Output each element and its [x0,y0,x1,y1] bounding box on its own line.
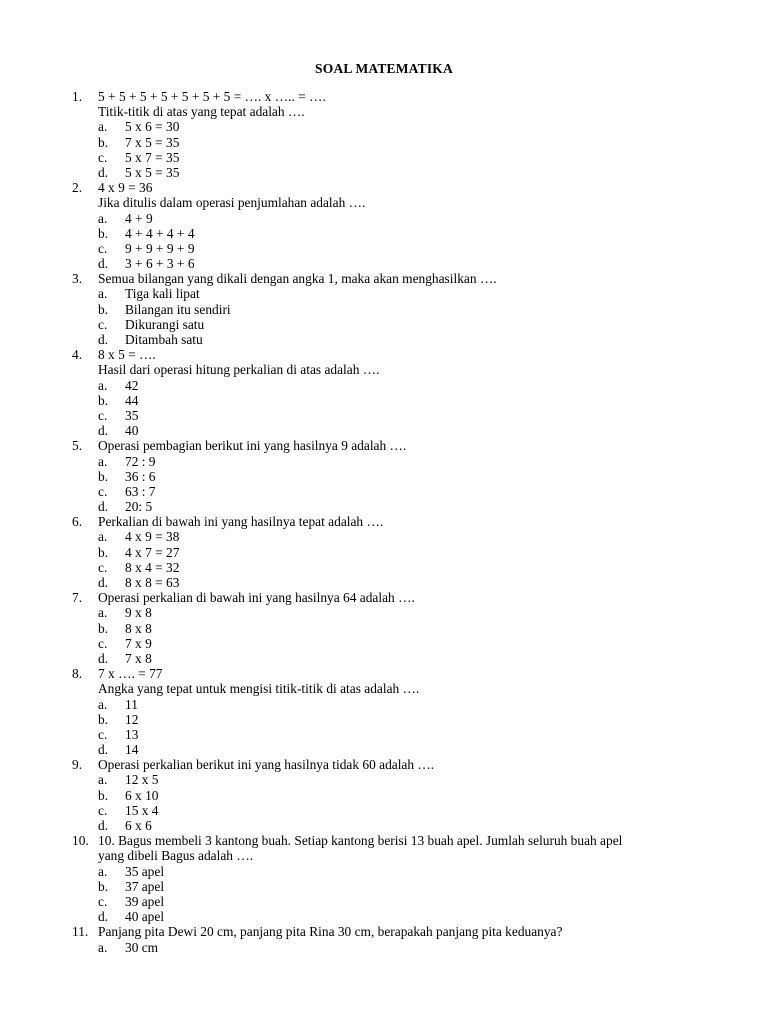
question-text: Angka yang tepat untuk mengisi titik-titik di atas adalah …. [98,681,420,697]
question-item [72,89,712,180]
option-text: 7 x 8 [125,650,152,666]
question-item [72,271,712,347]
answer-option [98,454,712,469]
option-text: 11 [125,696,138,712]
option-letter: a. [98,863,108,879]
option-text: 37 apel [125,878,165,894]
option-text: 39 apel [125,893,165,909]
option-text: 13 [125,726,139,742]
option-text: 40 [125,423,139,439]
question-text: Hasil dari operasi hitung perkalian di atas adalah …. [98,362,380,378]
question-text: Operasi perkalian berikut ini yang hasilnya tidak 60 adalah …. [98,757,435,773]
answer-option [98,788,712,803]
question-text: 7 x …. = 77 [98,666,163,682]
answer-option [98,150,712,165]
answer-option [98,575,712,590]
option-letter: a. [98,605,108,621]
answer-option [98,742,712,757]
option-text: 5 x 7 = 35 [125,149,180,165]
option-text: 20: 5 [125,499,153,515]
option-text: 5 x 5 = 35 [125,164,180,180]
option-letter: b. [98,787,109,803]
question-item [72,757,712,833]
option-text: Tiga kali lipat [125,286,200,302]
option-letter: b. [98,544,109,560]
question-number: 9. [72,757,83,773]
option-text: 72 : 9 [125,453,156,469]
option-letter: c. [98,726,108,742]
option-letter: d. [98,164,109,180]
option-letter: b. [98,225,109,241]
option-text: 40 apel [125,909,165,925]
answer-option [98,423,712,438]
question-text: 4 x 9 = 36 [98,180,153,196]
question-text: Titik-titik di atas yang tepat adalah …. [98,104,305,120]
option-letter: c. [98,483,108,499]
answer-option [98,636,712,651]
option-letter: c. [98,635,108,651]
option-letter: c. [98,559,108,575]
option-letter: b. [98,620,109,636]
answer-option [98,286,712,301]
answer-option [98,241,712,256]
option-text: Ditambah satu [125,332,203,347]
answer-option [98,226,712,241]
option-letter: b. [98,134,109,150]
option-text: 8 x 8 = 63 [125,575,180,590]
option-text: 6 x 10 [125,787,159,803]
answer-option [98,378,712,393]
answer-option [98,211,712,226]
option-letter: d. [98,818,109,833]
option-text: 7 x 5 = 35 [125,134,180,150]
question-text: yang dibeli Bagus adalah …. [98,848,254,864]
answer-option [98,545,712,560]
answer-option [98,119,712,134]
option-letter: a. [98,529,108,545]
question-item [72,347,712,438]
option-letter: d. [98,742,109,758]
question-text: 5 + 5 + 5 + 5 + 5 + 5 + 5 = …. x ….. = …. [98,89,326,104]
answer-option [98,727,712,742]
answer-option [98,803,712,818]
option-text: 4 x 7 = 27 [125,544,180,560]
option-text: 15 x 4 [125,802,159,818]
answer-option [98,408,712,423]
option-text: 9 x 8 [125,605,152,621]
answer-option [98,621,712,636]
question-item [72,180,712,271]
document-title: SOAL MATEMATIKA [315,61,453,76]
question-item [72,833,712,924]
option-text: 30 cm [125,939,159,955]
answer-option [98,469,712,484]
option-letter: c. [98,893,108,909]
question-item [72,514,712,590]
answer-option [98,651,712,666]
answer-option [98,317,712,332]
option-text: 36 : 6 [125,468,156,484]
option-text: 5 x 6 = 30 [125,119,180,135]
question-item [72,666,712,757]
option-letter: a. [98,772,108,788]
option-text: 44 [125,392,139,408]
question-number: 3. [72,271,83,287]
question-number: 8. [72,666,83,682]
option-letter: d. [98,909,109,925]
answer-option [98,879,712,894]
option-text: 9 + 9 + 9 + 9 [125,240,195,256]
option-text: 63 : 7 [125,483,156,499]
question-number: 11. [72,924,89,940]
option-letter: a. [98,119,108,135]
answer-option [98,135,712,150]
option-letter: a. [98,210,108,226]
answer-option [98,560,712,575]
option-letter: c. [98,802,108,818]
question-number: 1. [72,89,83,104]
answer-option [98,302,712,317]
option-text: 12 [125,711,139,727]
option-letter: d. [98,256,109,272]
answer-option [98,712,712,727]
option-letter: b. [98,711,109,727]
answer-option [98,772,712,787]
option-text: 4 + 9 [125,210,153,226]
answer-option [98,484,712,499]
answer-option [98,940,712,955]
question-number: 6. [72,514,83,530]
option-letter: d. [98,332,109,347]
option-text: Dikurangi satu [125,316,205,332]
option-text: 14 [125,742,139,758]
question-number: 4. [72,347,83,363]
question-item [72,924,712,954]
option-text: 4 + 4 + 4 + 4 [125,225,195,241]
question-number: 7. [72,590,83,606]
answer-option [98,697,712,712]
answer-option [98,165,712,180]
answer-option [98,256,712,271]
option-text: 8 x 4 = 32 [125,559,180,575]
option-letter: b. [98,392,109,408]
answer-option [98,499,712,514]
option-letter: c. [98,240,108,256]
question-text: Panjang pita Dewi 20 cm, panjang pita Rina 30 cm, berapakah panjang pita keduanya? [98,924,563,940]
question-item [72,590,712,666]
answer-option [98,818,712,833]
option-letter: a. [98,377,108,393]
question-number: 5. [72,438,83,454]
option-text: 35 [125,407,139,423]
answer-option [98,909,712,924]
option-text: 3 + 6 + 3 + 6 [125,256,195,272]
option-letter: b. [98,301,109,317]
answer-option [98,894,712,909]
option-text: 35 apel [125,863,165,879]
option-letter: a. [98,696,108,712]
question-text: 8 x 5 = …. [98,347,156,363]
option-text: 4 x 9 = 38 [125,529,180,545]
answer-option [98,393,712,408]
option-text: 8 x 8 [125,620,152,636]
option-letter: d. [98,499,109,515]
question-list [72,89,712,955]
option-letter: b. [98,468,109,484]
question-text: 10. Bagus membeli 3 kantong buah. Setiap kantong berisi 13 buah apel. Jumlah seluruh buah apel [98,833,623,849]
question-text: Jika ditulis dalam operasi penjumlahan adalah …. [98,195,366,211]
option-letter: c. [98,316,108,332]
question-number: 2. [72,180,83,196]
option-text: 6 x 6 [125,818,152,833]
question-item [72,438,712,514]
question-text: Perkalian di bawah ini yang hasilnya tepat adalah …. [98,514,384,530]
question-number: 10. [72,833,89,849]
option-letter: d. [98,423,109,439]
option-letter: d. [98,575,109,590]
option-letter: a. [98,453,108,469]
option-text: 7 x 9 [125,635,152,651]
option-letter: c. [98,407,108,423]
answer-option [98,605,712,620]
question-text: Semua bilangan yang dikali dengan angka 1, maka akan menghasilkan …. [98,271,497,287]
option-text: 12 x 5 [125,772,159,788]
option-letter: a. [98,286,108,302]
answer-option [98,332,712,347]
option-text: Bilangan itu sendiri [125,301,231,317]
answer-option [98,529,712,544]
option-text: 42 [125,377,139,393]
option-letter: c. [98,149,108,165]
answer-option [98,864,712,879]
question-text: Operasi perkalian di bawah ini yang hasilnya 64 adalah …. [98,590,415,606]
option-letter: b. [98,878,109,894]
option-letter: a. [98,939,108,955]
question-text: Operasi pembagian berikut ini yang hasilnya 9 adalah …. [98,438,407,454]
option-letter: d. [98,650,109,666]
